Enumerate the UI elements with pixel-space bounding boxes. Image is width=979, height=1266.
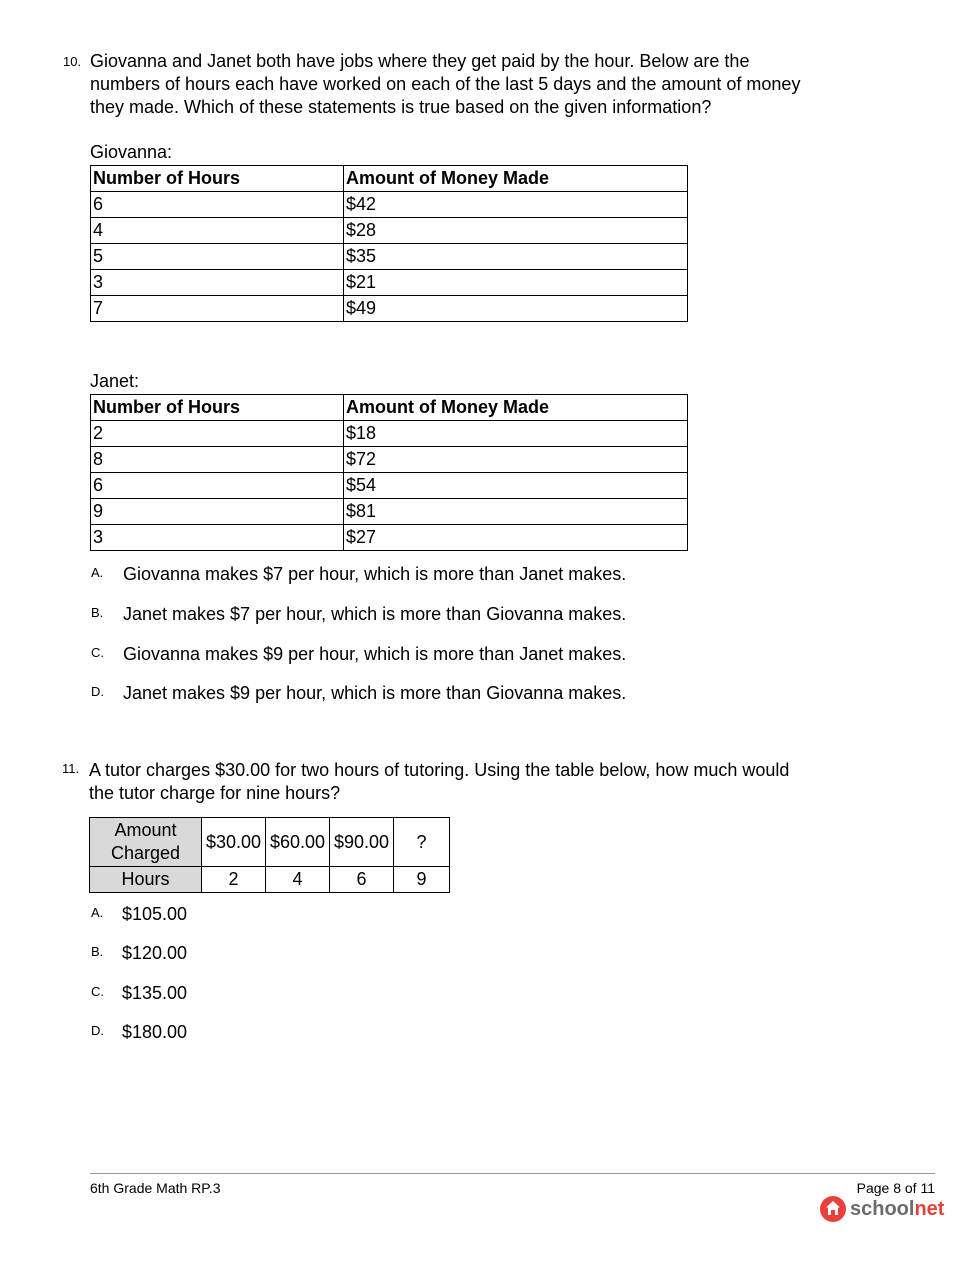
table-cell: ? [394, 818, 450, 867]
table-cell: 3 [91, 270, 344, 296]
option-letter: C. [91, 984, 104, 999]
header-cell: Amount of Money Made [344, 166, 688, 192]
row-header-hours: Hours [90, 867, 202, 893]
table-cell: $18 [344, 421, 688, 447]
table-row [91, 270, 688, 296]
table-cell: $35 [344, 244, 688, 270]
table-cell: 9 [91, 499, 344, 525]
table-cell: $54 [344, 473, 688, 499]
header-cell: Number of Hours [91, 166, 344, 192]
footer-course-label: 6th Grade Math RP.3 [90, 1180, 221, 1196]
table-cell: $28 [344, 218, 688, 244]
question-text-line: numbers of hours each have worked on each of the last 5 days and the amount of money [90, 74, 801, 94]
option-text: $120.00 [122, 943, 188, 963]
question-number: 10. [63, 54, 82, 69]
table-cell: 3 [91, 525, 344, 551]
table-cell: $42 [344, 192, 688, 218]
logo-text-school: school [850, 1197, 915, 1220]
table-row [91, 296, 688, 322]
table-row [91, 447, 688, 473]
table-cell: 7 [91, 296, 344, 322]
table-header-row [91, 395, 688, 421]
schoolnet-logo [820, 1195, 944, 1223]
question-text-line: the tutor charge for nine hours? [89, 783, 341, 803]
table-cell: $21 [344, 270, 688, 296]
table-row [91, 525, 688, 551]
table-cell: 5 [91, 244, 344, 270]
table-cell: 6 [91, 473, 344, 499]
table-header-row [91, 166, 688, 192]
table-row [91, 499, 688, 525]
house-icon [820, 1196, 846, 1222]
question-text [89, 759, 789, 805]
table-row [91, 421, 688, 447]
table-row [91, 218, 688, 244]
option-letter: B. [91, 944, 104, 959]
page-number: Page 8 of 11 [856, 1180, 935, 1196]
table-row [90, 818, 450, 867]
table-row [91, 244, 688, 270]
table-cell: $90.00 [330, 818, 394, 867]
option-text: $105.00 [122, 904, 188, 924]
table-cell: 2 [202, 867, 266, 893]
table-cell: $27 [344, 525, 688, 551]
table-cell: 6 [91, 192, 344, 218]
table-cell: $81 [344, 499, 688, 525]
header-line: Charged [110, 843, 181, 863]
header-cell: Number of Hours [91, 395, 344, 421]
table-row [90, 867, 450, 893]
giovanna-table [90, 165, 688, 322]
table-cell: 4 [266, 867, 330, 893]
table-cell: 8 [91, 447, 344, 473]
table-cell: $49 [344, 296, 688, 322]
giovanna-label: Giovanna: [90, 142, 173, 162]
option-letter: A. [91, 565, 104, 580]
table-cell: $72 [344, 447, 688, 473]
logo-text [850, 1198, 944, 1221]
option-text: $180.00 [122, 1022, 188, 1042]
table-row [91, 192, 688, 218]
header-line: Amount [114, 820, 177, 840]
table-cell: 4 [91, 218, 344, 244]
option-letter: A. [91, 905, 104, 920]
table-cell: 2 [91, 421, 344, 447]
option-letter: D. [91, 684, 104, 699]
table-cell: 6 [330, 867, 394, 893]
tutor-table [89, 817, 450, 893]
option-text: Giovanna makes $9 per hour, which is more than Janet makes. [123, 644, 627, 664]
option-text: Janet makes $7 per hour, which is more than Giovanna makes. [123, 604, 627, 624]
option-letter: C. [91, 645, 104, 660]
row-header-amount-charged [90, 818, 202, 867]
question-number: 11. [62, 761, 80, 776]
table-cell: $30.00 [202, 818, 266, 867]
header-cell: Amount of Money Made [344, 395, 688, 421]
question-text-line: Giovanna and Janet both have jobs where they get paid by the hour. Below are the [90, 51, 750, 71]
table-cell: $60.00 [266, 818, 330, 867]
question-text-line: A tutor charges $30.00 for two hours of tutoring. Using the table below, how much would [89, 760, 790, 780]
table-row [91, 473, 688, 499]
footer-divider [90, 1173, 935, 1174]
question-text [90, 50, 800, 119]
option-text: Giovanna makes $7 per hour, which is more than Janet makes. [123, 564, 627, 584]
option-letter: B. [91, 605, 104, 620]
janet-label: Janet: [90, 371, 140, 391]
option-text: $135.00 [122, 983, 188, 1003]
option-letter: D. [91, 1023, 104, 1038]
option-text: Janet makes $9 per hour, which is more than Giovanna makes. [123, 683, 627, 703]
janet-table [90, 394, 688, 551]
question-text-line: they made. Which of these statements is true based on the given information? [90, 97, 712, 117]
logo-text-net: net [914, 1197, 945, 1220]
table-cell: 9 [394, 867, 450, 893]
